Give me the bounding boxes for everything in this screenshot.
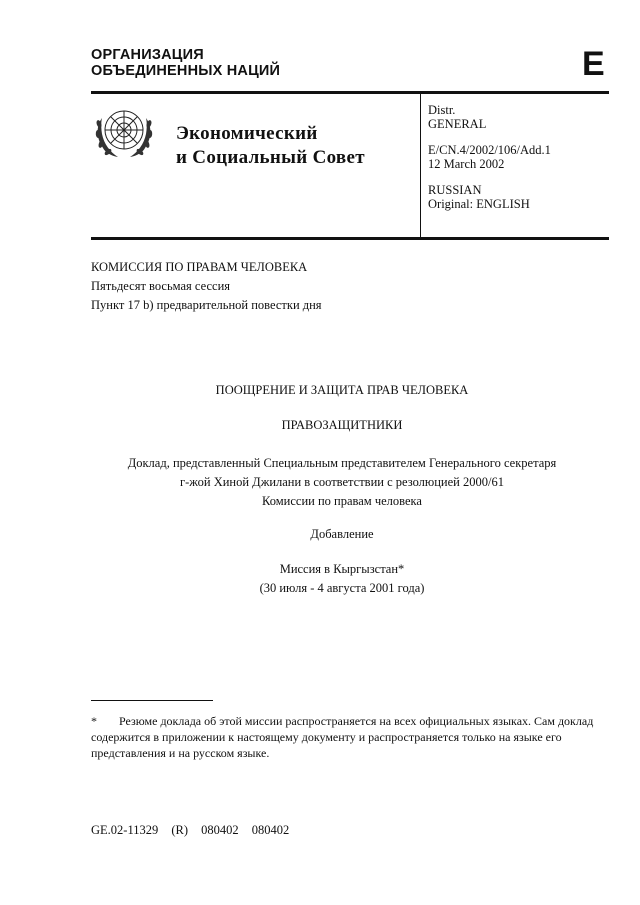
distr-value: GENERAL <box>428 117 487 131</box>
distr-label: Distr. <box>428 103 456 117</box>
document-symbol: E/CN.4/2002/106/Add.1 <box>428 143 551 157</box>
main-title: ПООЩРЕНИЕ И ЗАЩИТА ПРАВ ЧЕЛОВЕКА <box>215 383 469 397</box>
footnote-text: Резюме доклада об этой миссии распространяется на всех официальных языках. Сам доклад содержится в приложении к настоящему документу и распространяется только на языке его представления и на русском языке. <box>91 714 594 760</box>
agenda-item: Пункт 17 b) предварительной повестки дня <box>91 298 322 312</box>
addendum-label: Добавление <box>310 527 374 541</box>
session-name: Пятьдесят восьмая сессия <box>91 279 231 293</box>
date-code-1: 080402 <box>201 823 239 837</box>
org-name-line1: ОРГАНИЗАЦИЯ <box>91 47 204 63</box>
commission-block <box>91 258 322 315</box>
language-code: (R) <box>171 823 189 837</box>
job-number: GE.02-11329 <box>91 823 159 837</box>
council-name <box>176 122 365 170</box>
footnote-separator <box>91 700 213 701</box>
footnote-marker: * <box>91 714 97 728</box>
mission-title: Миссия в Кыргызстан* <box>279 562 405 576</box>
original-language: Original: ENGLISH <box>428 197 530 211</box>
report-description <box>91 454 593 511</box>
footer-job-code <box>91 822 299 838</box>
mission-block <box>91 560 593 598</box>
report-line-1: Доклад, представленный Специальным представителем Генерального секретаря <box>127 456 557 470</box>
subtitle: ПРАВОЗАЩИТНИКИ <box>281 418 403 432</box>
organization-name <box>91 47 280 79</box>
commission-name: КОМИССИЯ ПО ПРАВАМ ЧЕЛОВЕКА <box>91 260 308 274</box>
header-bottom-rule <box>91 237 609 240</box>
un-emblem-icon <box>93 104 155 162</box>
header-top-rule <box>91 91 609 94</box>
language-letter: E <box>582 45 605 83</box>
org-name-line2: ОБЪЕДИНЕННЫХ НАЦИЙ <box>91 63 281 79</box>
document-language: RUSSIAN <box>428 183 482 197</box>
footnote <box>91 713 611 761</box>
council-name-line1: Экономический <box>176 123 318 144</box>
date-code-2: 080402 <box>251 823 290 837</box>
council-name-line2: и Социальный Совет <box>176 147 365 168</box>
document-date: 12 March 2002 <box>428 157 505 171</box>
header-vertical-rule <box>420 94 421 237</box>
mission-dates: (30 июля - 4 августа 2001 года) <box>259 581 425 595</box>
document-meta <box>428 103 551 211</box>
report-line-2: г-жой Хиной Джилани в соответствии с резолюцией 2000/61 <box>180 475 504 489</box>
report-line-3: Комиссии по правам человека <box>262 494 422 508</box>
